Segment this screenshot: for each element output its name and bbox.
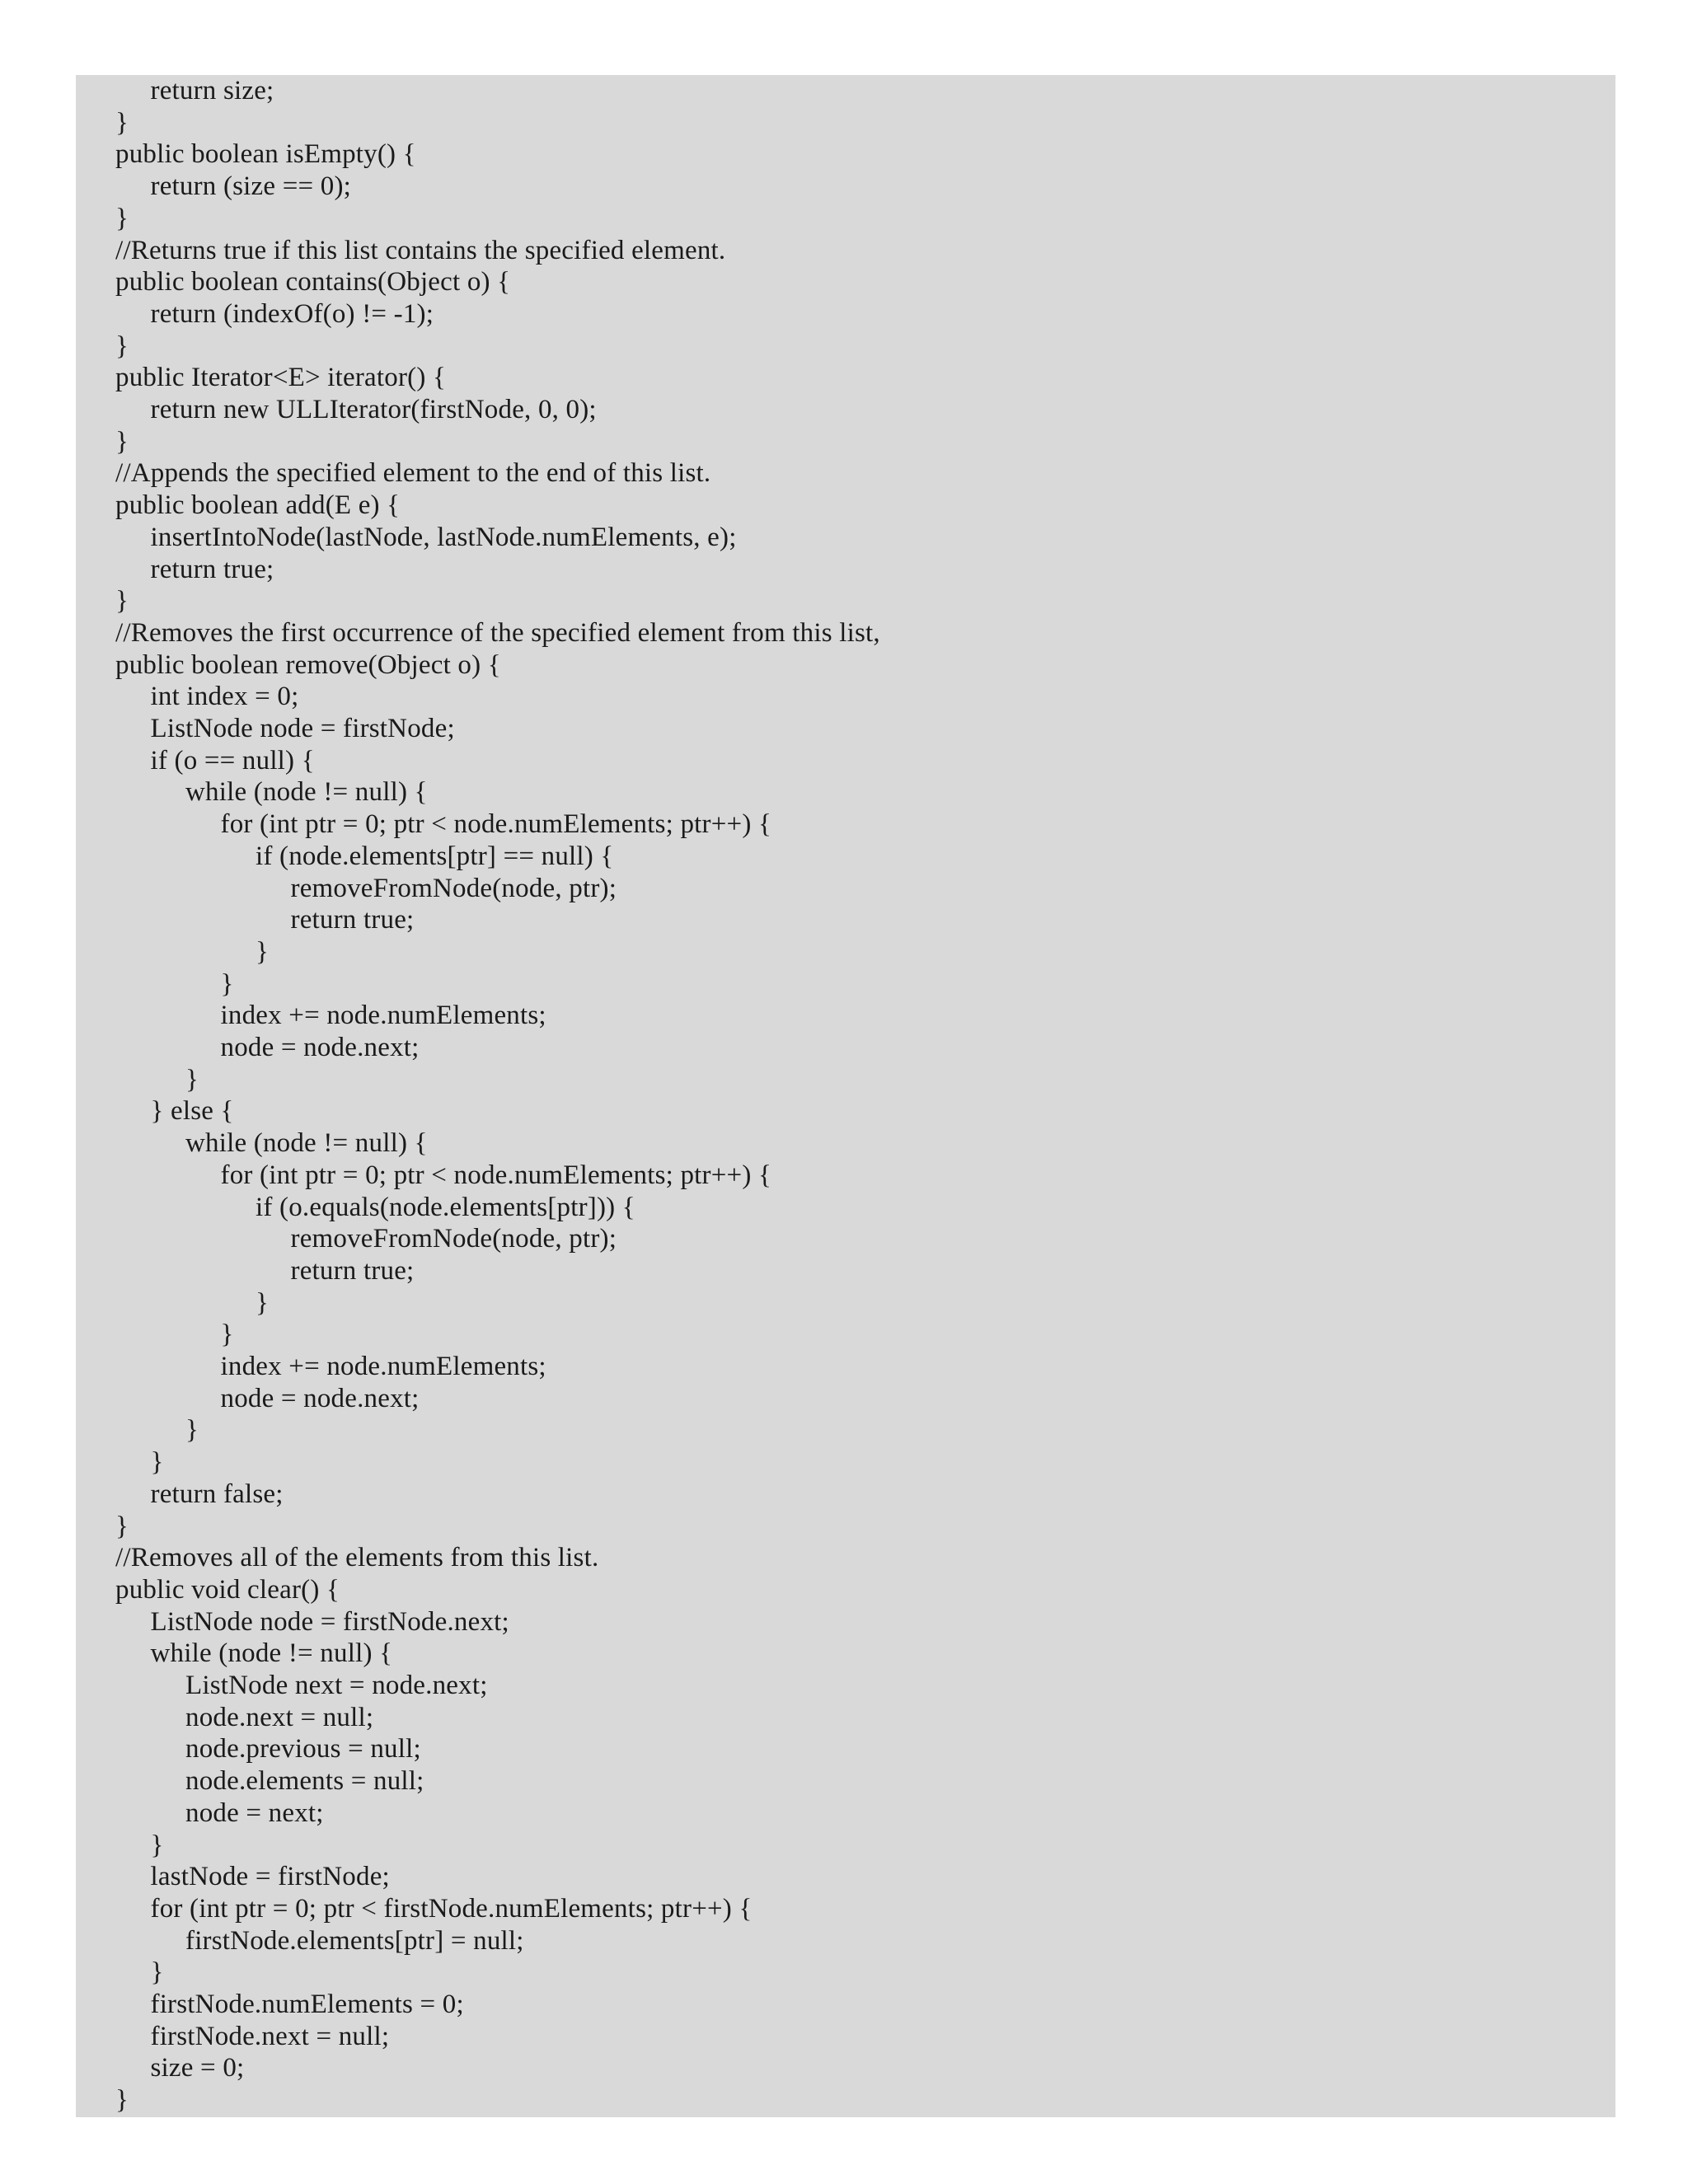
code-line: removeFromNode(node, ptr); [290, 873, 617, 903]
code-line: } [220, 1319, 234, 1350]
code-line: } [115, 107, 129, 138]
code-line: ListNode next = node.next; [185, 1671, 488, 1700]
code-line: } [185, 1415, 199, 1446]
code-line: return (indexOf(o) != -1); [150, 298, 434, 329]
code-line: node = next; [185, 1797, 324, 1828]
code-line: if (node.elements[ptr] == null) { [256, 841, 614, 871]
code-line: } [115, 1511, 129, 1541]
code-line: return true; [150, 554, 274, 584]
code-line: } [256, 936, 270, 967]
code-line: } [185, 1064, 199, 1094]
code-line: public boolean add(E e) { [115, 490, 401, 521]
code-line: return new ULLIterator(firstNode, 0, 0); [150, 395, 597, 424]
code-line: } [220, 968, 234, 999]
code-line: firstNode.numElements = 0; [150, 1990, 464, 2019]
code-line: if (o.equals(node.elements[ptr])) { [256, 1192, 635, 1222]
code-line: return false; [150, 1479, 284, 1509]
code-line: index += node.numElements; [220, 1001, 546, 1031]
code-line: node.next = null; [185, 1702, 374, 1732]
code-line: } [115, 330, 129, 361]
code-line: } [115, 586, 129, 616]
code-line: node = node.next; [220, 1033, 420, 1062]
code-line: while (node != null) { [185, 1128, 428, 1159]
code-line: public boolean isEmpty() { [115, 139, 416, 170]
code-line: } [115, 2085, 129, 2116]
code-line: public boolean contains(Object o) { [115, 267, 511, 298]
code-line: firstNode.next = null; [150, 2021, 390, 2051]
code-line: } else { [150, 1096, 234, 1127]
code-line: //Appends the specified element to the end of this list. [115, 458, 711, 489]
code-line: public boolean remove(Object o) { [115, 649, 501, 680]
code-line: ListNode node = firstNode.next; [150, 1606, 509, 1637]
code-line: } [150, 1957, 164, 1988]
code-line: removeFromNode(node, ptr); [290, 1224, 617, 1254]
code-line: } [256, 1287, 270, 1318]
code-line: int index = 0; [150, 682, 299, 712]
code-line: } [150, 1447, 164, 1478]
code-line: for (int ptr = 0; ptr < node.numElements; ptr++) { [220, 1160, 772, 1190]
code-line: while (node != null) { [150, 1638, 393, 1669]
code-line: lastNode = firstNode; [150, 1862, 390, 1892]
code-line: } [115, 203, 129, 233]
code-listing [76, 75, 1615, 2117]
code-line: while (node != null) { [185, 777, 428, 808]
code-line: return size; [150, 76, 274, 105]
code-line: node.previous = null; [185, 1734, 421, 1765]
code-line: size = 0; [150, 2053, 245, 2083]
code-line: return true; [290, 905, 415, 935]
code-line: //Returns true if this list contains the specified element. [115, 235, 726, 265]
code-line: } [150, 1830, 164, 1860]
code-line: for (int ptr = 0; ptr < firstNode.numElements; ptr++) { [150, 1893, 753, 1924]
code-line: return (size == 0); [150, 171, 352, 202]
code-line: public void clear() { [115, 1574, 340, 1605]
code-line: for (int ptr = 0; ptr < node.numElements; ptr++) { [220, 809, 772, 840]
code-line: //Removes the first occurrence of the specified element from this list, [115, 617, 880, 648]
code-line: index += node.numElements; [220, 1352, 546, 1381]
code-line: node = node.next; [220, 1383, 420, 1413]
code-line: insertIntoNode(lastNode, lastNode.numElements, e); [150, 522, 737, 552]
code-line: } [115, 426, 129, 457]
code-line: return true; [290, 1255, 415, 1286]
code-line: node.elements = null; [185, 1766, 424, 1797]
code-line: firstNode.elements[ptr] = null; [185, 1925, 524, 1956]
code-line: public Iterator<E> iterator() { [115, 363, 447, 393]
code-line: //Removes all of the elements from this list. [115, 1543, 599, 1573]
code-line: if (o == null) { [150, 745, 315, 776]
code-line: ListNode node = firstNode; [150, 714, 455, 743]
